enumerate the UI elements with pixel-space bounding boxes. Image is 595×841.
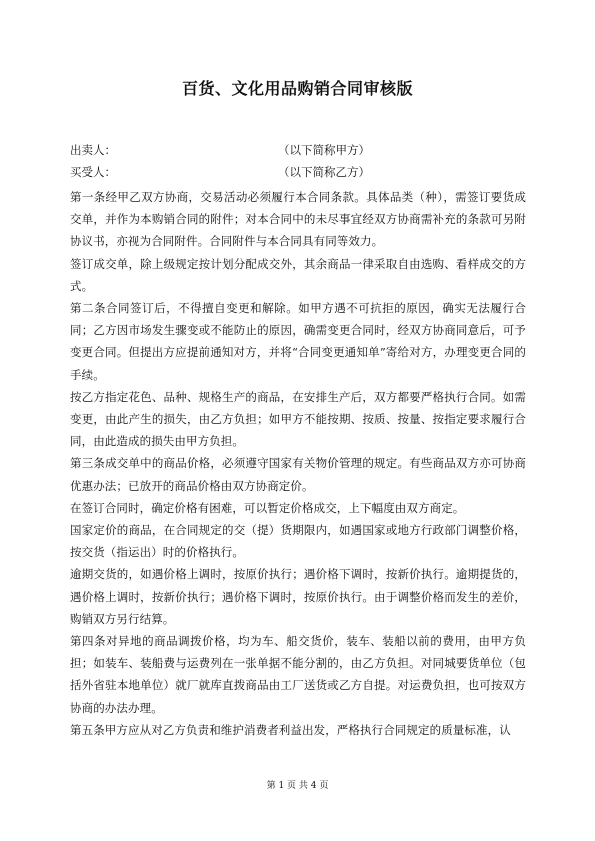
paragraph-article-3: 第三条成交单中的商品价格，必须遵守国家有关物价管理的规定。有些商品双方亦可协商优惠办法；已放开的商品价格由双方协商定价。 bbox=[70, 456, 526, 493]
paragraph-overdue: 逾期交货的，如遇价格上调时，按原价执行；遇价格下调时，按新价执行。逾期提货的，遇价格上调时，按新价执行；遇价格下调时，按原价执行。由于调整价格而发生的差价，购销双方另行结算。 bbox=[70, 567, 526, 626]
paragraph-article-1: 第一条经甲乙双方协商，交易活动必须履行本合同条款。具体品类（种），需签订要货成交单，并作为本购销合同的附件；对本合同中的未尽事宜经双方协商需补充的条款可另附协议书，亦视为合同附件。合同附件与本合同具有同等效力。 bbox=[70, 190, 526, 249]
buyer-label: 买受人： bbox=[70, 165, 116, 179]
paragraph-state-price: 国家定价的商品，在合同规定的交（提）货期限内，如遇国家或地方行政部门调整价格，按交货（指运出）时的价格执行。 bbox=[70, 523, 526, 560]
contract-body bbox=[70, 186, 526, 741]
paragraph-article-5: 第五条甲方应从对乙方负责和维护消费者利益出发，严格执行合同规定的质量标准，认 bbox=[70, 722, 511, 737]
buyer-note: （以下简称乙方） bbox=[278, 165, 370, 179]
seller-label: 出卖人： bbox=[70, 143, 116, 157]
page-number: 第 1 页 共 4 页 bbox=[266, 781, 329, 791]
buyer-line bbox=[70, 164, 370, 180]
seller-line bbox=[70, 142, 370, 158]
document-title: 百货、文化用品购销合同审核版 bbox=[181, 79, 413, 98]
paragraph-order-form: 签订成交单，除上级规定按计划分配成交外，其余商品一律采取自由选购、看样成交的方式。 bbox=[70, 256, 526, 293]
paragraph-article-4: 第四条对异地的商品调拨价格，均为车、船交货价，装车、装船以前的费用，由甲方负担；如装车、装船费与运费列在一张单据不能分割的，由乙方负担。对同城要货单位（包括外省驻本地单位）就厂就库直拨商品由工厂送货或乙方自提。对运费负担，也可按双方协商的办法办理。 bbox=[70, 634, 526, 715]
paragraph-article-2: 第二条合同签订后，不得擅自变更和解除。如甲方遇不可抗拒的原因，确实无法履行合同；乙方因市场发生骤变或不能防止的原因，确需变更合同时，经双方协商同意后，可予变更合同。但提出方应提前通知对方，并将“合同变更通知单”寄给对方，办理变更合同的手续。 bbox=[70, 301, 526, 382]
paragraph-provisional-price: 在签订合同时，确定价格有困难，可以暂定价格成交，上下幅度由双方商定。 bbox=[70, 500, 465, 515]
seller-note: （以下简称甲方） bbox=[278, 143, 370, 157]
paragraph-specified-goods: 按乙方指定花色、品种、规格生产的商品，在安排生产后，双方都要严格执行合同。如需变更，由此产生的损失，由乙方负担；如甲方不能按期、按质、按量、按指定要求履行合同，由此造成的损失由甲方负担。 bbox=[70, 389, 526, 449]
